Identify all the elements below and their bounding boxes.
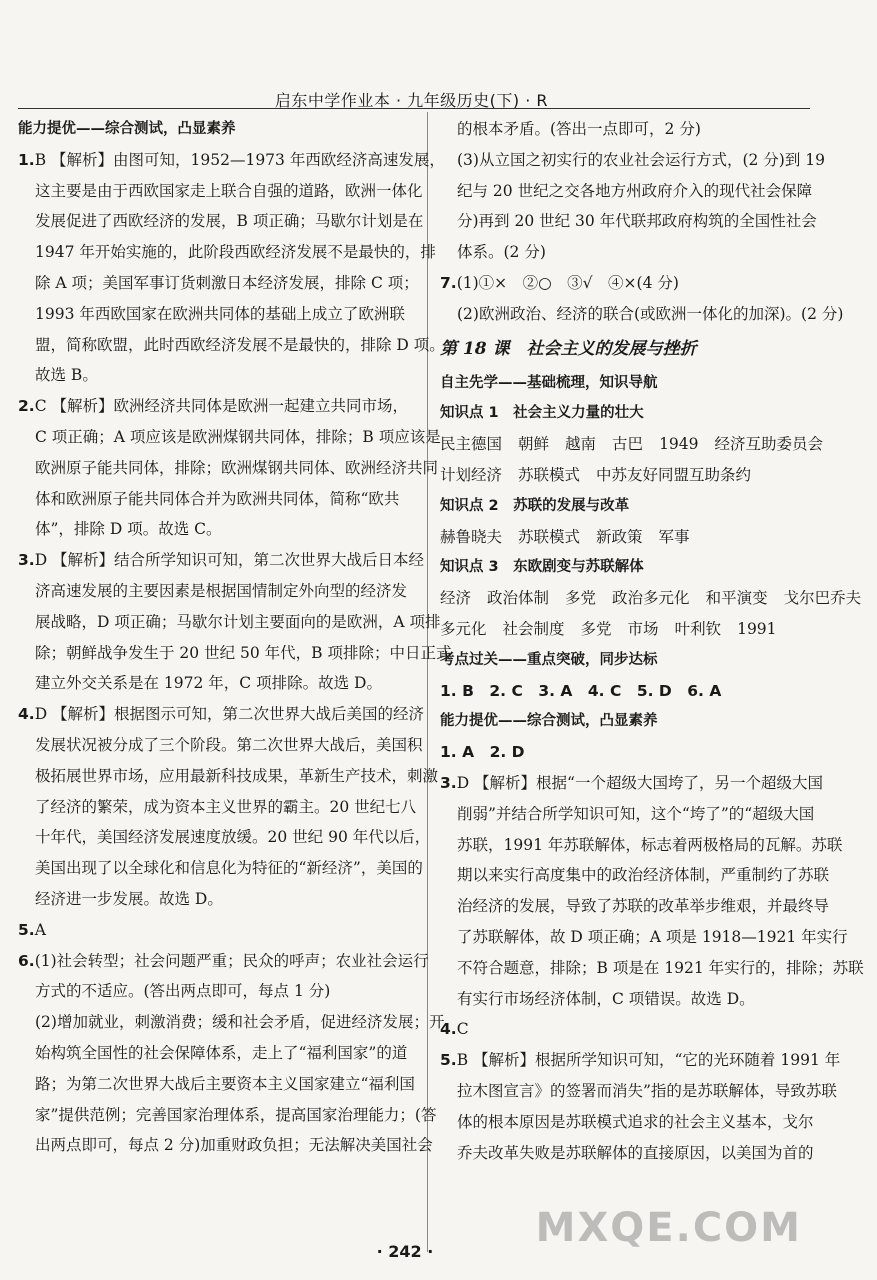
line-text: 建立外交关系是在 1972 年，C 项排除。故选 D。 bbox=[35, 674, 382, 693]
kp1-line1 bbox=[440, 429, 840, 460]
right-bottom-line bbox=[440, 1045, 840, 1076]
question-number: 2. bbox=[18, 397, 35, 416]
line-text: B 【解析】根据所学知识可知，“它的光环随着 1991 年 bbox=[456, 1051, 841, 1070]
header-title: 启东中学作业本 · 九年级历史(下) · R bbox=[274, 91, 548, 110]
right-bottom-line bbox=[440, 860, 840, 891]
right-bottom-line bbox=[440, 1138, 840, 1169]
right-bottom-line bbox=[440, 1107, 840, 1138]
keyword: 1991 bbox=[737, 619, 777, 638]
line-text: 不符合题意，排除；B 项是在 1921 年实行的，排除；苏联 bbox=[457, 958, 864, 977]
right-bottom-line bbox=[440, 799, 840, 830]
right-top-line bbox=[440, 299, 844, 330]
line-text: 家”提供范例；完善国家治理体系，提高国家治理能力；(答 bbox=[35, 1105, 437, 1124]
keyword: 苏联模式 bbox=[518, 465, 581, 484]
question-number: 1. bbox=[18, 150, 35, 169]
left-line bbox=[18, 638, 452, 669]
line-text: 分)再到 20 世纪 30 年代联邦政府构筑的全国性社会 bbox=[457, 212, 817, 231]
line-text: 出两点即可，每点 2 分)加重财政负担；无法解决美国社会 bbox=[35, 1136, 433, 1155]
line-text: 有实行市场经济体制，C 项错误。故选 D。 bbox=[457, 989, 755, 1008]
right-top-line bbox=[440, 176, 840, 207]
exam-answers: 1. B 2. C 3. A 4. C 5. D 6. A bbox=[440, 681, 722, 700]
line-text: 1947 年开始实施的，此阶段西欧经济发展不是最快的，排 bbox=[35, 243, 436, 262]
keyword: 政治体制 bbox=[487, 589, 550, 608]
kp1-line2 bbox=[440, 460, 840, 491]
left-line bbox=[18, 391, 420, 422]
lesson-title: 第 18 课 社会主义的发展与挫折 bbox=[440, 338, 697, 359]
left-line bbox=[18, 1007, 445, 1038]
question-number: 3. bbox=[440, 773, 457, 792]
line-text: 1993 年西欧国家在欧洲共同体的基础上成立了欧洲联 bbox=[35, 304, 405, 323]
kp3-line1 bbox=[440, 583, 862, 614]
right-top-line bbox=[440, 114, 840, 145]
keyword: 经济 bbox=[440, 589, 472, 608]
keyword: 计划经济 bbox=[440, 465, 503, 484]
keyword: 赫鲁晓夫 bbox=[440, 527, 503, 546]
header-rule bbox=[18, 108, 810, 109]
line-text: 发展状况被分成了三个阶段。第二次世界大战后，美国积 bbox=[35, 735, 423, 754]
left-line bbox=[18, 576, 420, 607]
question-number: 5. bbox=[440, 1051, 457, 1070]
question-number: 6. bbox=[18, 951, 35, 970]
line-text: 美国出现了以全球化和信息化为特征的“新经济”，美国的 bbox=[35, 859, 423, 878]
right-top-line bbox=[440, 206, 840, 237]
right-bottom-line bbox=[440, 768, 840, 799]
line-text: (2)增加就业，刺激消费；缓和社会矛盾，促进经济发展；开 bbox=[35, 1013, 445, 1032]
left-line bbox=[18, 1100, 437, 1131]
question-number: 4. bbox=[440, 1020, 457, 1039]
left-line bbox=[18, 1130, 433, 1161]
keyword: 和平演变 bbox=[705, 589, 768, 608]
line-text: 除 A 项；美国军事订货刺激日本经济发展，排除 C 项； bbox=[35, 273, 419, 292]
left-line bbox=[18, 299, 420, 330]
left-line bbox=[18, 1038, 420, 1069]
line-text: 了苏联解体，故 D 项正确；A 项是 1918—1921 年实行 bbox=[457, 927, 848, 946]
left-line bbox=[18, 761, 439, 792]
keyword: 新政策 bbox=[596, 527, 643, 546]
watermark-logo: MXQE.COM bbox=[535, 1205, 802, 1251]
line-text: 盟，简称欧盟，此时西欧经济发展不是最快的，排除 D 项。 bbox=[35, 335, 445, 354]
keyword: 政治多元化 bbox=[612, 589, 690, 608]
keyword: 戈尔巴乔夫 bbox=[783, 589, 862, 608]
question-number: 4. bbox=[18, 705, 35, 724]
line-text: (1)①× ②○ ③√ ④×(4 分) bbox=[456, 273, 679, 292]
line-text: C 【解析】欧洲经济共同体是欧洲一起建立共同市场， bbox=[34, 397, 408, 416]
left-column bbox=[18, 114, 452, 1161]
ability-heading: 能力提优——综合测试，凸显素养 bbox=[440, 713, 658, 730]
left-line bbox=[18, 206, 424, 237]
page-number: · 242 · bbox=[376, 1242, 434, 1261]
question-number: 3. bbox=[18, 551, 35, 570]
left-line bbox=[18, 946, 429, 977]
right-bottom-block bbox=[440, 768, 864, 1168]
right-top-line bbox=[440, 145, 840, 176]
study-heading: 自主先学——基础梳理，知识导航 bbox=[440, 374, 658, 391]
right-top-line bbox=[440, 268, 840, 299]
left-line bbox=[18, 114, 420, 145]
question-number: 7. bbox=[440, 273, 457, 292]
line-text: D 【解析】结合所学知识可知，第二次世界大战后日本经 bbox=[34, 551, 425, 570]
left-line bbox=[18, 268, 420, 299]
right-bottom-line bbox=[440, 830, 843, 861]
line-text: 始构筑全国性的社会保障体系，走上了“福利国家”的道 bbox=[35, 1043, 408, 1062]
left-line bbox=[18, 453, 439, 484]
right-bottom-line bbox=[440, 953, 864, 984]
line-text: 发展促进了西欧经济的发展，B 项正确；马歇尔计划是在 bbox=[35, 212, 424, 231]
keyword: 多党 bbox=[565, 589, 597, 608]
left-line bbox=[18, 514, 420, 545]
line-text: 乔夫改革失败是苏联解体的直接原因，以美国为首的 bbox=[457, 1143, 814, 1162]
right-top-line bbox=[440, 237, 840, 268]
left-line bbox=[18, 915, 420, 946]
left-line bbox=[18, 699, 425, 730]
line-text: C 项正确；A 项应该是欧洲煤钢共同体，排除；B 项应该是 bbox=[35, 427, 441, 446]
left-line bbox=[18, 976, 420, 1007]
left-line bbox=[18, 145, 445, 176]
keyword: 越南 bbox=[565, 435, 597, 454]
right-bottom-line bbox=[440, 984, 840, 1015]
line-text: 削弱”并结合所学知识可知，这个“垮了”的“超级大国 bbox=[457, 804, 815, 823]
keyword: 中苏友好同盟互助条约 bbox=[596, 465, 752, 484]
line-text: C bbox=[456, 1020, 469, 1039]
left-line bbox=[18, 884, 420, 915]
keyword: 民主德国 bbox=[440, 435, 503, 454]
left-line bbox=[18, 176, 423, 207]
left-line bbox=[18, 1069, 420, 1100]
exam-heading: 考点过关——重点突破，同步达标 bbox=[440, 651, 658, 668]
line-text: 能力提优——综合测试，凸显素养 bbox=[18, 121, 236, 137]
line-text: 体和欧洲原子能共同体合并为欧洲共同体，简称“欧共 bbox=[35, 489, 400, 508]
left-line bbox=[18, 330, 445, 361]
line-text: (2)欧洲政治、经济的联合(或欧洲一体化的加深)。(2 分) bbox=[457, 304, 844, 323]
right-bottom-line bbox=[440, 922, 848, 953]
kp1-title: 知识点 1 社会主义力量的壮大 bbox=[440, 405, 644, 422]
line-text: (3)从立国之初实行的农业社会运行方式，(2 分)到 19 bbox=[457, 150, 825, 169]
line-text: 期以来实行高度集中的政治经济体制，严重制约了苏联 bbox=[457, 866, 830, 885]
left-line bbox=[18, 422, 441, 453]
line-text: 除；朝鲜战争发生于 20 世纪 50 年代，B 项排除；中日正式 bbox=[35, 643, 452, 662]
keyword: 古巴 bbox=[612, 435, 644, 454]
line-text: 极拓展世界市场，应用最新科技成果，革新生产技术，刺激 bbox=[35, 766, 439, 785]
left-line bbox=[18, 822, 431, 853]
right-bottom-line bbox=[440, 1014, 840, 1045]
line-text: 经济进一步发展。故选 D。 bbox=[35, 889, 223, 908]
keyword: 军事 bbox=[658, 527, 690, 546]
left-line bbox=[18, 730, 423, 761]
line-text: 拉木图宣言》的签署而消失”指的是苏联解体，导致苏联 bbox=[457, 1081, 837, 1100]
line-text: (1)社会转型；社会问题严重；民众的呼声；农业社会运行 bbox=[34, 951, 429, 970]
line-text: 这主要是由于西欧国家走上联合自强的道路，欧洲一体化 bbox=[35, 181, 423, 200]
keyword: 叶利钦 bbox=[674, 619, 722, 638]
line-text: 方式的不适应。(答出两点即可，每点 1 分) bbox=[35, 982, 331, 1001]
right-bottom-line bbox=[440, 1076, 840, 1107]
line-text: 了经济的繁荣，成为资本主义世界的霸主。20 世纪七八 bbox=[35, 797, 417, 816]
line-text: 的根本矛盾。(答出一点即可，2 分) bbox=[457, 120, 701, 138]
line-text: 展战略，D 项正确；马歇尔计划主要面向的是欧洲，A 项排 bbox=[35, 612, 441, 631]
left-line bbox=[18, 545, 425, 576]
keyword: 朝鲜 bbox=[518, 435, 550, 454]
left-line bbox=[18, 484, 420, 515]
keyword: 多元化 bbox=[440, 619, 487, 638]
kp3-line2 bbox=[440, 614, 840, 645]
keyword: 经济互助委员会 bbox=[714, 435, 824, 454]
keyword: 苏联模式 bbox=[518, 527, 581, 546]
left-line bbox=[18, 360, 420, 391]
line-text: 济高速发展的主要因素是根据国情制定外向型的经济发 bbox=[35, 581, 408, 600]
ability-answers: 1. A 2. D bbox=[440, 743, 525, 762]
keyword: 社会制度 bbox=[502, 619, 565, 638]
left-line bbox=[18, 668, 420, 699]
left-line bbox=[18, 853, 423, 884]
line-text: 十年代，美国经济发展速度放缓。20 世纪 90 年代以后， bbox=[35, 828, 431, 847]
line-text: D 【解析】根据“一个超级大国垮了，另一个超级大国 bbox=[456, 773, 823, 792]
question-number: 5. bbox=[18, 920, 35, 939]
line-text: 故选 B。 bbox=[35, 366, 98, 385]
line-text: 体的根本原因是苏联模式追求的社会主义基本，戈尔 bbox=[457, 1112, 814, 1131]
line-text: 路；为第二次世界大战后主要资本主义国家建立“福利国 bbox=[35, 1074, 415, 1093]
page-header bbox=[0, 0, 810, 110]
left-line bbox=[18, 607, 441, 638]
kp2-line1 bbox=[440, 522, 840, 553]
column-divider bbox=[427, 112, 428, 1252]
line-text: 欧洲原子能共同体，排除；欧洲煤钢共同体、欧洲经济共同 bbox=[35, 458, 439, 477]
kp3-title: 知识点 3 东欧剧变与苏联解体 bbox=[440, 559, 644, 576]
line-text: A bbox=[34, 920, 46, 939]
line-text: 纪与 20 世纪之交各地方州政府介入的现代社会保障 bbox=[457, 181, 813, 200]
line-text: 体”，排除 D 项。故选 C。 bbox=[35, 520, 222, 539]
line-text: 治经济的发展，导致了苏联的改革举步维艰，并最终导 bbox=[457, 897, 830, 916]
line-text: D 【解析】根据图示可知，第二次世界大战后美国的经济 bbox=[34, 705, 425, 724]
keyword: 1949 bbox=[659, 435, 699, 454]
kp2-title: 知识点 2 苏联的发展与改革 bbox=[440, 497, 630, 514]
right-top-block bbox=[440, 114, 844, 330]
line-text: 体系。(2 分) bbox=[457, 243, 546, 262]
right-bottom-line bbox=[440, 891, 840, 922]
left-line bbox=[18, 237, 436, 268]
line-text: 苏联，1991 年苏联解体，标志着两极格局的瓦解。苏联 bbox=[457, 835, 843, 854]
keyword: 多党 bbox=[580, 619, 612, 638]
keyword: 市场 bbox=[627, 619, 659, 638]
line-text: B 【解析】由图可知，1952—1973 年西欧经济高速发展， bbox=[34, 150, 445, 169]
left-line bbox=[18, 792, 420, 823]
right-column bbox=[440, 114, 864, 1168]
